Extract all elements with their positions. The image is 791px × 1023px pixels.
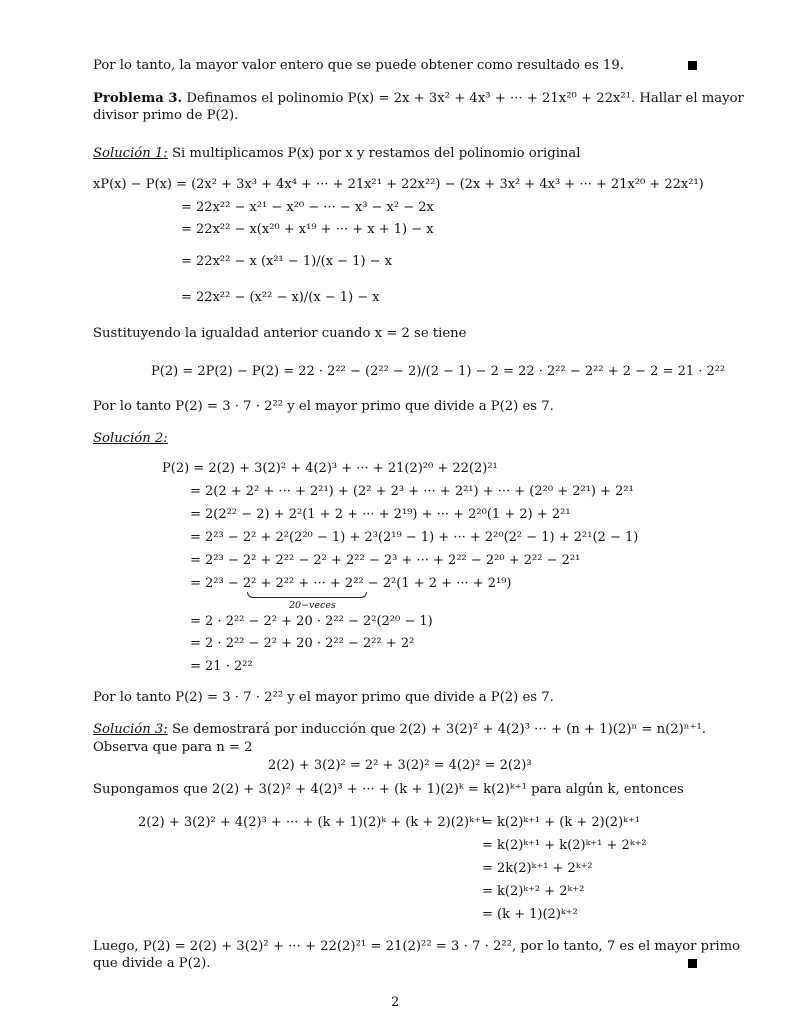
solution1-intro (93, 146, 581, 162)
qed-square (688, 61, 697, 70)
induction-rhs-line: = k(2)ᵏ⁺¹ + (k + 2)(2)ᵏ⁺¹ (482, 815, 640, 830)
sol1-derivation-line: = 22x²² − x (x²¹ − 1)/(x − 1) − x (181, 254, 393, 269)
problem-text-line1: Definamos el polinomio P(x) = 2x + 3x² + 4x³ + ··· + 21x²⁰ + 22x²¹. Hallar el mayor (186, 91, 744, 106)
solution3-intro-text: Se demostrará por inducción que 2(2) + 3(2)² + 4(2)³ ··· + (n + 1)(2)ⁿ = n(2)ⁿ⁺¹. (171, 722, 706, 737)
previous-conclusion: Por lo tanto, la mayor valor entero que se puede obtener como resultado es 19. (93, 58, 624, 73)
sol1-derivation-line: = 22x²² − x(x²⁰ + x¹⁹ + ··· + x + 1) − x (181, 222, 434, 237)
induction-rhs-line: = 2k(2)ᵏ⁺¹ + 2ᵏ⁺² (482, 861, 593, 876)
sol2-derivation-line: = 2 · 2²² − 2² + 20 · 2²² − 2²² + 2² (190, 636, 415, 651)
solution2-label: Solución 2: (93, 431, 168, 446)
problem-statement (93, 91, 744, 107)
sol2-derivation-line: P(2) = 2(2) + 3(2)² + 4(2)³ + ··· + 21(2)²⁰ + 22(2)²¹ (162, 461, 498, 476)
solution2-conclusion: Por lo tanto P(2) = 3 · 7 · 2²² y el mayor primo que divide a P(2) es 7. (93, 690, 554, 705)
problem-text-line2: divisor primo de P(2). (93, 108, 239, 123)
sol2-derivation-line: = 2²³ − 2² + 2²² − 2² + 2²² − 2³ + ··· + 2²² − 2²⁰ + 2²² − 2²¹ (190, 553, 581, 568)
qed-square (688, 959, 697, 968)
sol1-derivation-line: = 22x²² − x²¹ − x²⁰ − ··· − x³ − x² − 2x (181, 200, 434, 215)
problem-label: Problema 3. (93, 91, 183, 106)
induction-rhs-line: = k(2)ᵏ⁺² + 2ᵏ⁺² (482, 884, 585, 899)
induction-lhs: 2(2) + 3(2)² + 4(2)³ + ··· + (k + 1)(2)ᵏ + (k + 2)(2)ᵏ⁺¹ (138, 815, 486, 830)
solution3-label: Solución 3: (93, 722, 168, 737)
sol2-derivation-line: = 2²³ − 2² + 2²² + ··· + 2²² − 2²(1 + 2 + ··· + 2¹⁹) (190, 576, 512, 591)
sol2-derivation-line: = 2 · 2²² − 2² + 20 · 2²² − 2²(2²⁰ − 1) (190, 614, 433, 629)
solution1-conclusion: Por lo tanto P(2) = 3 · 7 · 2²² y el mayor primo que divide a P(2) es 7. (93, 399, 554, 414)
final-conclusion-line1: Luego, P(2) = 2(2) + 3(2)² + ··· + 22(2)²¹ = 21(2)²² = 3 · 7 · 2²², por lo tanto, 7 es el mayor primo (93, 939, 741, 954)
sol2-derivation-line: = 2²³ − 2² + 2²(2²⁰ − 1) + 2³(2¹⁹ − 1) + ··· + 2²⁰(2² − 1) + 2²¹(2 − 1) (190, 530, 639, 545)
base-case-text: Observa que para n = 2 (93, 740, 253, 755)
hypothesis-text: Supongamos que 2(2) + 3(2)² + 4(2)³ + ··· + (k + 1)(2)ᵏ = k(2)ᵏ⁺¹ para algún k, entonces (93, 782, 684, 797)
sol2-derivation-line: = 21 · 2²² (190, 659, 253, 674)
solution3-intro (93, 722, 706, 738)
substitution-equation: P(2) = 2P(2) − P(2) = 22 · 2²² − (2²² − 2)/(2 − 1) − 2 = 22 · 2²² − 2²² + 2 − 2 = 21 · 2²² (151, 364, 726, 379)
solution1-intro-text: Si multiplicamos P(x) por x y restamos del polinomio original (171, 146, 581, 161)
page-number: 2 (391, 995, 400, 1010)
solution1-label: Solución 1: (93, 146, 168, 161)
induction-rhs-line: = k(2)ᵏ⁺¹ + k(2)ᵏ⁺¹ + 2ᵏ⁺² (482, 838, 647, 853)
induction-rhs-line: = (k + 1)(2)ᵏ⁺² (482, 907, 578, 922)
sol2-derivation-line: = 2(2²² − 2) + 2²(1 + 2 + ··· + 2¹⁹) + ··· + 2²⁰(1 + 2) + 2²¹ (190, 507, 571, 522)
sol1-derivation-line: xP(x) − P(x) = (2x² + 3x³ + 4x⁴ + ··· + 21x²¹ + 22x²²) − (2x + 3x² + 4x³ + ··· + 21x²⁰ + 22x²¹) (93, 177, 704, 192)
base-case-equation: 2(2) + 3(2)² = 2² + 3(2)² = 4(2)² = 2(2)³ (268, 758, 532, 773)
sol2-derivation-line: = 2(2 + 2² + ··· + 2²¹) + (2² + 2³ + ··· + 2²¹) + ··· + (2²⁰ + 2²¹) + 2²¹ (190, 484, 634, 499)
substitution-text: Sustituyendo la igualdad anterior cuando x = 2 se tiene (93, 326, 467, 341)
sol1-derivation-line: = 22x²² − (x²² − x)/(x − 1) − x (181, 290, 380, 305)
final-conclusion-line2: que divide a P(2). (93, 956, 211, 971)
underbrace-label: 20−veces (289, 600, 336, 611)
